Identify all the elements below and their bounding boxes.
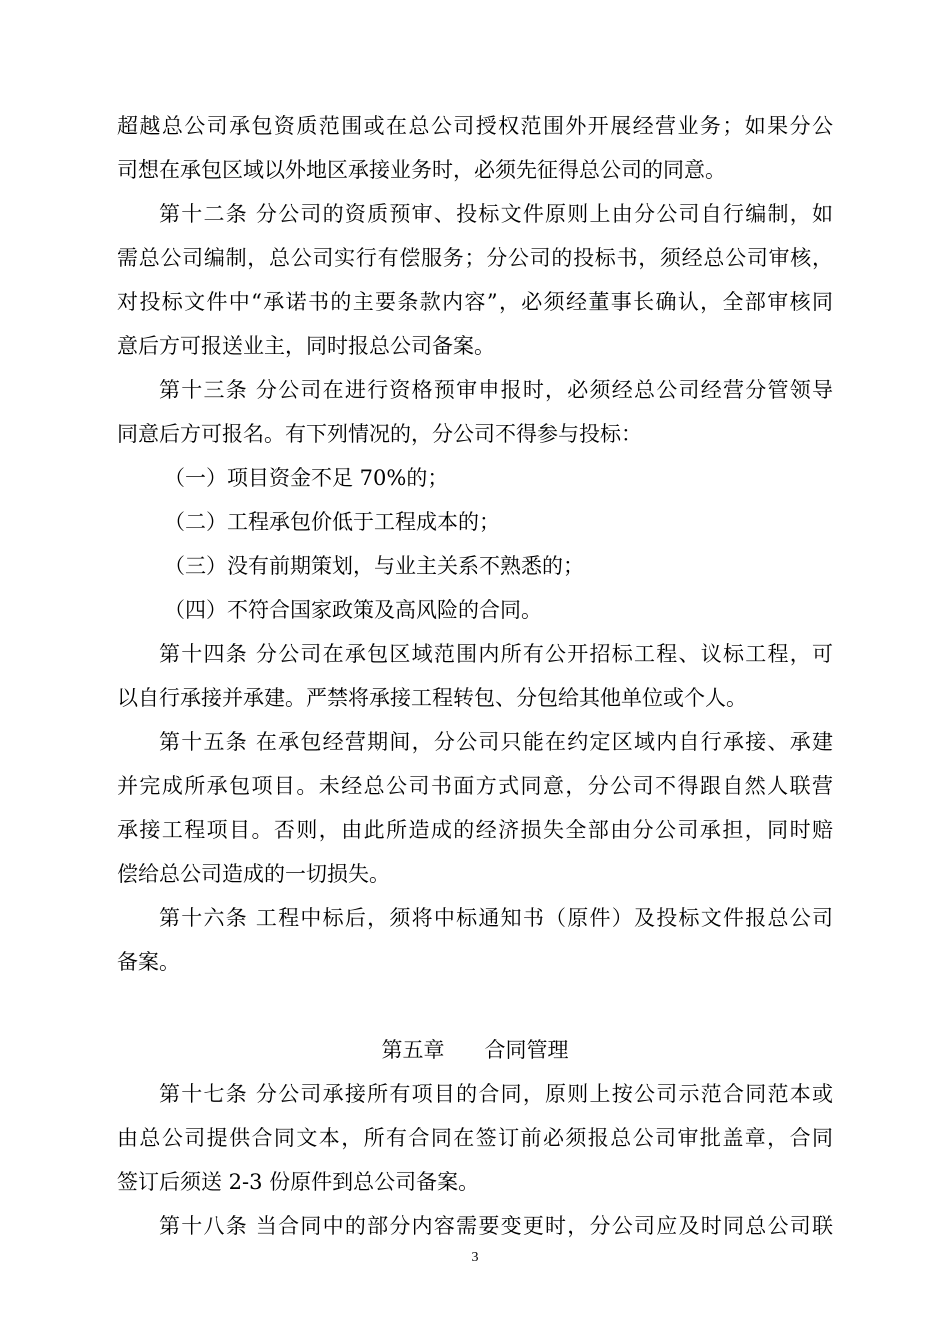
paragraph-line: 承接工程项目。否则，由此所造成的经济损失全部由分公司承担，同时赔 [117,818,833,842]
paragraph-line: 意后方可报送业主，同时报总公司备案。 [117,334,495,358]
article-12-line: 第十二条 分公司的资质预审、投标文件原则上由分公司自行编制，如 [159,202,833,226]
paragraph-line: 签订后须送 2-3 份原件到总公司备案。 [117,1170,480,1194]
list-item: （四）不符合国家政策及高风险的合同。 [164,598,542,622]
paragraph-line: 并完成所承包项目。未经总公司书面方式同意，分公司不得跟自然人联营 [117,774,833,798]
document-body [117,104,833,1248]
page-number: 3 [471,1250,479,1265]
paragraph-line: 备案。 [117,950,180,974]
paragraph-line: 同意后方可报名。有下列情况的，分公司不得参与投标： [117,422,642,446]
paragraph-line: 司想在承包区域以外地区承接业务时，必须先征得总公司的同意。 [117,158,726,182]
article-18-line: 第十八条 当合同中的部分内容需要变更时，分公司应及时同总公司联 [159,1214,833,1238]
chapter-heading: 第五章 合同管理 [381,1038,569,1062]
paragraph-line: 需总公司编制，总公司实行有偿服务；分公司的投标书，须经总公司审核， [117,246,833,270]
article-17-line: 第十七条 分公司承接所有项目的合同，原则上按公司示范合同范本或 [159,1082,833,1106]
list-item: （一）项目资金不足 70%的； [164,466,449,490]
list-item: （二）工程承包价低于工程成本的； [164,510,500,534]
article-16-line: 第十六条 工程中标后，须将中标通知书（原件）及投标文件报总公司 [159,906,833,930]
paragraph-line: 偿给总公司造成的一切损失。 [117,862,390,886]
article-14-line: 第十四条 分公司在承包区域范围内所有公开招标工程、议标工程，可 [159,642,833,666]
article-13-line: 第十三条 分公司在进行资格预审申报时，必须经总公司经营分管领导 [159,378,833,402]
paragraph-line: 对投标文件中“承诺书的主要条款内容”，必须经董事长确认，全部审核同 [117,290,833,314]
article-15-line: 第十五条 在承包经营期间，分公司只能在约定区域内自行承接、承建 [159,730,833,754]
list-item: （三）没有前期策划，与业主关系不熟悉的； [164,554,584,578]
paragraph-line: 以自行承接并承建。严禁将承接工程转包、分包给其他单位或个人。 [117,686,747,710]
paragraph-line: 超越总公司承包资质范围或在总公司授权范围外开展经营业务；如果分公 [117,114,833,138]
paragraph-line: 由总公司提供合同文本，所有合同在签订前必须报总公司审批盖章，合同 [117,1126,833,1150]
